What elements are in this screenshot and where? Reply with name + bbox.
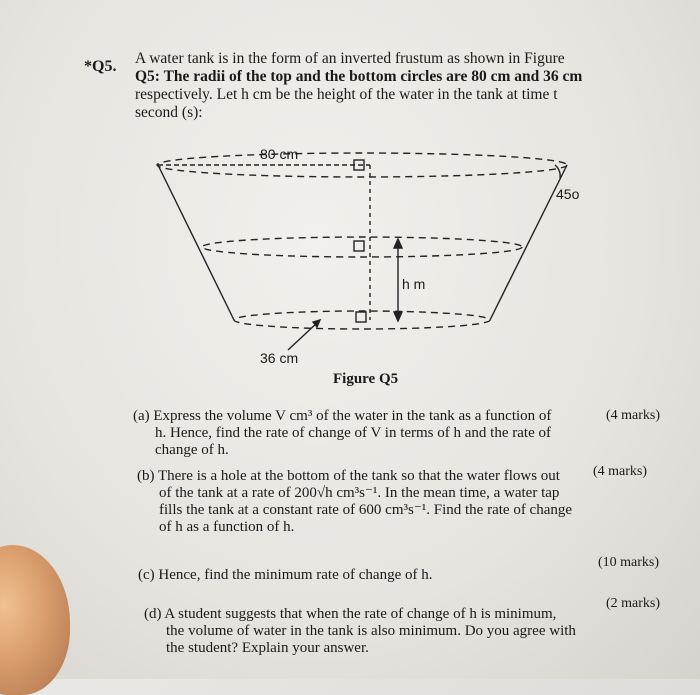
intro-line: respectively. Let h cm be the height of the water in the tank at time t (135, 86, 558, 103)
part-c-line: (c) Hence, find the minimum rate of change of h. (138, 567, 433, 583)
top-radius-label: 80 cm (260, 146, 299, 162)
part-d-marks: (2 marks) (606, 596, 661, 611)
part-b-line: of h as a function of h. (159, 519, 295, 535)
part-b-line: (b) There is a hole at the bottom of the tank so that the water flows out (137, 468, 560, 484)
part-c-marks: (10 marks) (598, 555, 660, 570)
part-d-line: (d) A student suggests that when the rate of change of h is minimum, (144, 606, 557, 622)
bottom-ellipse (234, 311, 490, 329)
part-b-line: of the tank at a rate of 200√h cm³s⁻¹. In the mean time, a water tap (159, 485, 560, 501)
right-angle-marker (356, 312, 366, 322)
arrow-head-up (394, 239, 402, 248)
arrow-head-down (394, 312, 402, 321)
part-d (144, 606, 594, 657)
part-a-line: (a) Express the volume V cm³ of the water in the tank as a function of (133, 408, 552, 424)
question-intro (135, 50, 615, 122)
left-side (158, 165, 234, 320)
part-c (138, 567, 568, 584)
figure-caption: Figure Q5 (333, 371, 399, 387)
intro-line: A water tank is in the form of an inverted frustum as shown in Figure (135, 50, 565, 67)
part-d-line: the student? Explain your answer. (166, 640, 369, 656)
bottom-radius-pointer (288, 322, 318, 350)
part-b-marks: (4 marks) (593, 464, 648, 479)
height-label: h m (402, 276, 426, 292)
part-d-line: the volume of water in the tank is also minimum. Do you agree with (166, 623, 576, 639)
right-angle-marker (354, 241, 364, 251)
water-ellipse (202, 237, 522, 257)
part-b-line: fills the tank at a constant rate of 600 cm³s⁻¹. Find the rate of change (159, 502, 573, 518)
angle-label: 45o (556, 186, 580, 202)
bottom-radius-label: 36 cm (260, 350, 299, 366)
part-a-line: h. Hence, find the rate of change of V in terms of h and the rate of (155, 425, 551, 441)
part-a-marks: (4 marks) (606, 408, 661, 423)
part-a-line: change of h. (155, 442, 229, 458)
part-b (137, 468, 587, 536)
part-a (133, 408, 593, 459)
question-number: *Q5. (84, 58, 117, 75)
intro-line: second (s): (135, 104, 203, 121)
frustum-diagram (150, 138, 580, 368)
intro-line: Q5: The radii of the top and the bottom circles are 80 cm and 36 cm (135, 68, 583, 85)
frustum-figure (150, 138, 580, 368)
angle-arc (555, 165, 560, 178)
